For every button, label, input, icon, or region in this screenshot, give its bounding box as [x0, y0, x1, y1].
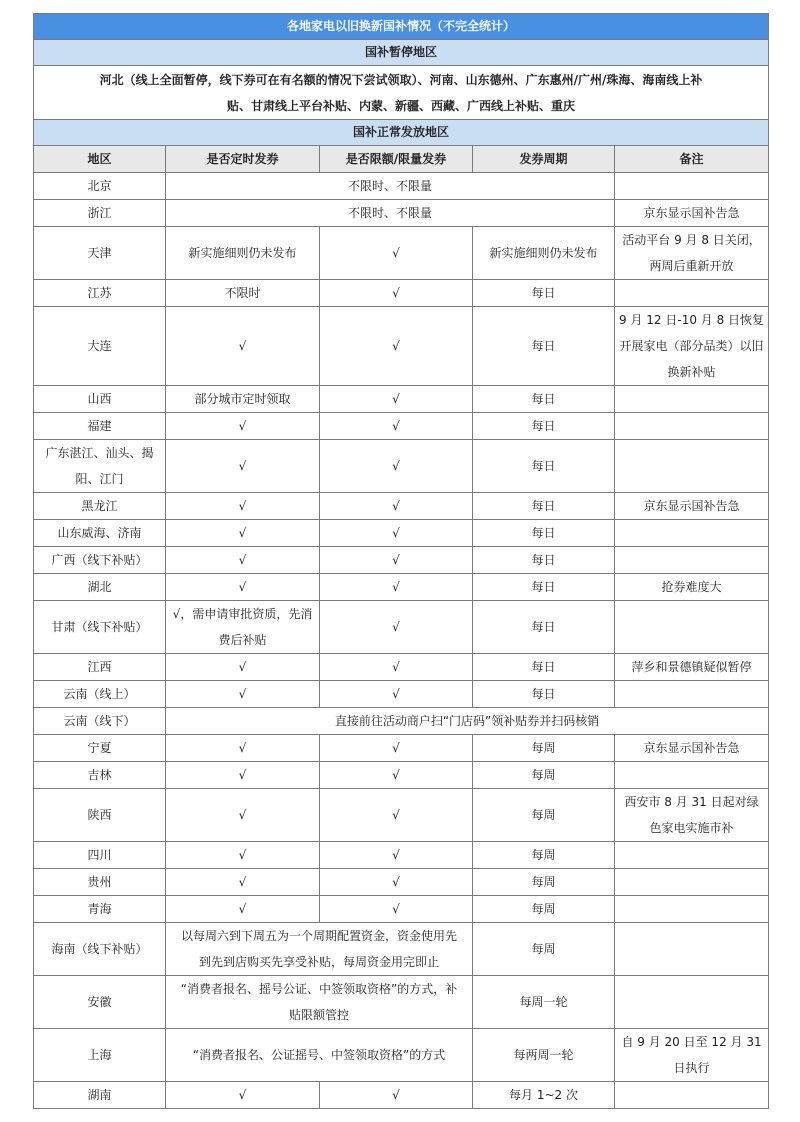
col-header-limit: 是否限额/限量发券: [320, 146, 473, 173]
table-row: [34, 574, 769, 601]
region-cell: 海南（线下补贴）: [34, 923, 166, 976]
cycle-cell: 每周: [473, 896, 615, 923]
cycle-cell: 每日: [473, 280, 615, 307]
note-cell: 西安市 8 月 31 日起对绿色家电实施市补: [615, 789, 769, 842]
table-row: [34, 1029, 769, 1082]
region-cell: 湖北: [34, 574, 166, 601]
timed-cell: √，需申请审批资质，先消费后补贴: [166, 601, 320, 654]
cycle-cell: 每日: [473, 386, 615, 413]
cycle-cell: 每日: [473, 654, 615, 681]
table-row: [34, 307, 769, 386]
limit-cell: √: [320, 601, 473, 654]
merged-cell: “消费者报名、公证摇号、中签领取资格”的方式: [166, 1029, 473, 1082]
merged-cell: 直接前往活动商户扫“门店码”领补贴券并扫码核销: [166, 708, 769, 735]
cycle-cell: 新实施细则仍未发布: [473, 227, 615, 280]
timed-cell: √: [166, 681, 320, 708]
region-cell: 陕西: [34, 789, 166, 842]
table-row: [34, 735, 769, 762]
timed-cell: 部分城市定时领取: [166, 386, 320, 413]
limit-cell: √: [320, 869, 473, 896]
limit-cell: √: [320, 654, 473, 681]
merged-cell: 不限时、不限量: [166, 200, 615, 227]
limit-cell: √: [320, 842, 473, 869]
limit-cell: √: [320, 762, 473, 789]
timed-cell: √: [166, 440, 320, 493]
cycle-cell: 每周: [473, 923, 615, 976]
region-cell: 广西（线下补贴）: [34, 547, 166, 574]
cycle-cell: 每日: [473, 413, 615, 440]
title-row: [34, 14, 769, 40]
region-cell: 浙江: [34, 200, 166, 227]
region-cell: 江西: [34, 654, 166, 681]
cycle-cell: 每日: [473, 440, 615, 493]
note-cell: [615, 869, 769, 896]
region-cell: 云南（线下）: [34, 708, 166, 735]
cycle-cell: 每日: [473, 547, 615, 574]
cycle-cell: 每日: [473, 493, 615, 520]
column-header-row: [34, 146, 769, 173]
region-cell: 甘肃（线下补贴）: [34, 601, 166, 654]
region-cell: 山西: [34, 386, 166, 413]
limit-cell: √: [320, 440, 473, 493]
region-cell: 上海: [34, 1029, 166, 1082]
limit-cell: √: [320, 547, 473, 574]
table-row: [34, 896, 769, 923]
cycle-cell: 每周: [473, 735, 615, 762]
timed-cell: √: [166, 547, 320, 574]
region-cell: 吉林: [34, 762, 166, 789]
region-cell: 福建: [34, 413, 166, 440]
limit-cell: √: [320, 307, 473, 386]
table-row: [34, 493, 769, 520]
note-cell: 抢券难度大: [615, 574, 769, 601]
table-row: [34, 547, 769, 574]
table-row: [34, 654, 769, 681]
table-row: [34, 708, 769, 735]
table-row: [34, 842, 769, 869]
limit-cell: √: [320, 227, 473, 280]
limit-cell: √: [320, 896, 473, 923]
cycle-cell: 每周: [473, 869, 615, 896]
timed-cell: √: [166, 869, 320, 896]
timed-cell: √: [166, 896, 320, 923]
note-cell: [615, 842, 769, 869]
col-header-timed: 是否定时发券: [166, 146, 320, 173]
region-cell: 青海: [34, 896, 166, 923]
table-row: [34, 601, 769, 654]
note-cell: [615, 440, 769, 493]
cycle-cell: 每周一轮: [473, 976, 615, 1029]
note-cell: [615, 280, 769, 307]
table-row: [34, 923, 769, 976]
region-cell: 北京: [34, 173, 166, 200]
limit-cell: √: [320, 1082, 473, 1109]
note-cell: [615, 762, 769, 789]
table-row: [34, 762, 769, 789]
note-cell: [615, 413, 769, 440]
table-title: 各地家电以旧换新国补情况（不完全统计）: [34, 14, 769, 40]
cycle-cell: 每日: [473, 520, 615, 547]
timed-cell: 不限时: [166, 280, 320, 307]
region-cell: 四川: [34, 842, 166, 869]
suspended-text: 河北（线上全面暂停，线下券可在有名额的情况下尝试领取）、河南、山东德州、广东惠州/广州/珠海、海南线上补贴、甘肃线上平台补贴、内蒙、新疆、西藏、广西线上补贴、重庆: [34, 66, 769, 120]
region-cell: 黑龙江: [34, 493, 166, 520]
cycle-cell: 每周: [473, 842, 615, 869]
note-cell: 京东显示国补告急: [615, 200, 769, 227]
cycle-cell: 每日: [473, 601, 615, 654]
note-cell: [615, 976, 769, 1029]
timed-cell: √: [166, 307, 320, 386]
limit-cell: √: [320, 493, 473, 520]
note-cell: 9 月 12 日-10 月 8 日恢复开展家电（部分品类）以旧换新补贴: [615, 307, 769, 386]
merged-cell: “消费者报名、摇号公证、中签领取资格”的方式，补贴限额管控: [166, 976, 473, 1029]
timed-cell: √: [166, 654, 320, 681]
note-cell: [615, 1082, 769, 1109]
merged-cell: 以每周六到下周五为一个周期配置资金，资金使用先到先到店购买先享受补贴，每周资金用完即止: [166, 923, 473, 976]
cycle-cell: 每周: [473, 789, 615, 842]
timed-cell: √: [166, 574, 320, 601]
normal-header-row: [34, 120, 769, 146]
col-header-note: 备注: [615, 146, 769, 173]
table-row: [34, 280, 769, 307]
region-cell: 山东威海、济南: [34, 520, 166, 547]
region-cell: 天津: [34, 227, 166, 280]
suspended-header-row: [34, 40, 769, 66]
timed-cell: √: [166, 842, 320, 869]
note-cell: [615, 386, 769, 413]
cycle-cell: 每日: [473, 681, 615, 708]
limit-cell: √: [320, 681, 473, 708]
table-row: [34, 413, 769, 440]
subsidy-table: [33, 13, 769, 1109]
merged-cell: 不限时、不限量: [166, 173, 615, 200]
normal-header: 国补正常发放地区: [34, 120, 769, 146]
timed-cell: √: [166, 735, 320, 762]
table-row: [34, 1082, 769, 1109]
table-row: [34, 789, 769, 842]
cycle-cell: 每两周一轮: [473, 1029, 615, 1082]
limit-cell: √: [320, 789, 473, 842]
timed-cell: √: [166, 493, 320, 520]
table-row: [34, 681, 769, 708]
limit-cell: √: [320, 520, 473, 547]
note-cell: [615, 923, 769, 976]
note-cell: 京东显示国补告急: [615, 735, 769, 762]
limit-cell: √: [320, 280, 473, 307]
cycle-cell: 每日: [473, 307, 615, 386]
table-row: [34, 386, 769, 413]
note-cell: [615, 681, 769, 708]
region-cell: 安徽: [34, 976, 166, 1029]
table-row: [34, 976, 769, 1029]
col-header-cycle: 发券周期: [473, 146, 615, 173]
region-cell: 贵州: [34, 869, 166, 896]
cycle-cell: 每日: [473, 574, 615, 601]
table-row: [34, 173, 769, 200]
table-row: [34, 520, 769, 547]
timed-cell: √: [166, 413, 320, 440]
note-cell: 萍乡和景德镇疑似暂停: [615, 654, 769, 681]
cycle-cell: 每周: [473, 762, 615, 789]
note-cell: 活动平台 9 月 8 日关闭，两周后重新开放: [615, 227, 769, 280]
timed-cell: 新实施细则仍未发布: [166, 227, 320, 280]
cycle-cell: 每月 1~2 次: [473, 1082, 615, 1109]
limit-cell: √: [320, 386, 473, 413]
note-cell: [615, 520, 769, 547]
limit-cell: √: [320, 735, 473, 762]
region-cell: 湖南: [34, 1082, 166, 1109]
timed-cell: √: [166, 762, 320, 789]
timed-cell: √: [166, 520, 320, 547]
note-cell: [615, 173, 769, 200]
table-body: [34, 173, 769, 1109]
timed-cell: √: [166, 789, 320, 842]
note-cell: [615, 896, 769, 923]
table-row: [34, 227, 769, 280]
suspended-header: 国补暂停地区: [34, 40, 769, 66]
region-cell: 大连: [34, 307, 166, 386]
region-cell: 江苏: [34, 280, 166, 307]
note-cell: [615, 601, 769, 654]
region-cell: 云南（线上）: [34, 681, 166, 708]
timed-cell: √: [166, 1082, 320, 1109]
limit-cell: √: [320, 574, 473, 601]
table-row: [34, 200, 769, 227]
note-cell: [615, 547, 769, 574]
note-cell: 京东显示国补告急: [615, 493, 769, 520]
region-cell: 广东湛江、汕头、揭阳、江门: [34, 440, 166, 493]
suspended-row: [34, 66, 769, 120]
note-cell: 自 9 月 20 日至 12 月 31 日执行: [615, 1029, 769, 1082]
table-row: [34, 869, 769, 896]
limit-cell: √: [320, 413, 473, 440]
col-header-region: 地区: [34, 146, 166, 173]
region-cell: 宁夏: [34, 735, 166, 762]
table-row: [34, 440, 769, 493]
